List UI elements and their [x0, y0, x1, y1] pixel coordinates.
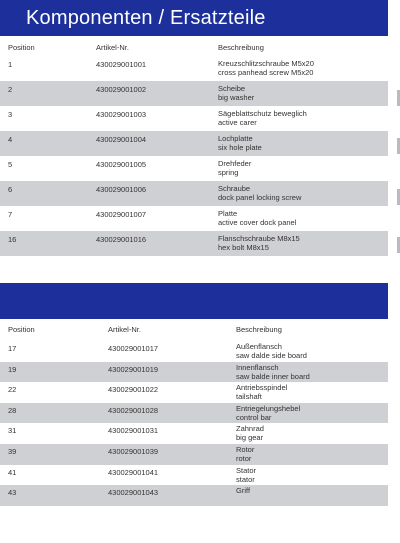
- row-article-number: 430029001007: [96, 210, 147, 219]
- row-article-number: 430029001002: [96, 85, 147, 94]
- row-position: 16: [8, 235, 17, 244]
- table-row: [0, 403, 388, 424]
- row-description: [218, 159, 251, 177]
- row-position: 43: [8, 488, 17, 498]
- table-row: [0, 341, 388, 362]
- row-position: 1: [8, 60, 13, 69]
- row-article-number: 430029001019: [108, 364, 159, 374]
- table-row: [0, 56, 388, 81]
- description-de: Sägeblattschutz beweglich: [218, 109, 307, 118]
- description-en: hex bolt M8x15: [218, 243, 269, 252]
- row-description: [218, 184, 301, 202]
- row-article-number: 430029001005: [96, 160, 147, 169]
- description-de: Griff: [236, 486, 251, 496]
- description-en: control bar: [236, 412, 272, 422]
- row-position: 6: [8, 185, 13, 194]
- table-row: [0, 81, 388, 106]
- row-description: [218, 134, 262, 152]
- row-article-number: 430029001031: [108, 426, 159, 436]
- header-position: Position: [8, 43, 35, 52]
- row-description: [236, 466, 256, 484]
- table-header: [0, 319, 388, 341]
- row-description: [236, 404, 300, 422]
- description-en: cross panhead screw M5x20: [218, 68, 314, 77]
- row-position: 22: [8, 385, 17, 395]
- row-article-number: 430029001022: [108, 385, 159, 395]
- title-bar: [0, 0, 388, 36]
- table-row: [0, 206, 388, 231]
- row-position: 3: [8, 110, 13, 119]
- table-row: [0, 181, 388, 206]
- description-de: Rotor: [236, 444, 255, 454]
- row-position: 31: [8, 426, 17, 436]
- row-article-number: 430029001039: [108, 446, 159, 456]
- description-de: Antriebsspindel: [236, 383, 288, 393]
- description-en: rotor: [236, 453, 252, 463]
- row-article-number: 430029001016: [96, 235, 147, 244]
- table-row: [0, 156, 388, 181]
- row-article-number: 430029001028: [108, 405, 159, 415]
- description-en: active carer: [218, 118, 257, 127]
- parts-table-2: [0, 319, 388, 506]
- row-position: 7: [8, 210, 13, 219]
- header-description: Beschreibung: [236, 325, 282, 334]
- table-row: [0, 362, 388, 383]
- description-de: Lochplatte: [218, 134, 253, 143]
- row-article-number: 430029001003: [96, 110, 147, 119]
- row-description: [218, 59, 314, 77]
- parts-table-1: [0, 36, 388, 256]
- row-position: 2: [8, 85, 13, 94]
- description-en: big gear: [236, 433, 264, 443]
- description-en: active cover dock panel: [218, 218, 297, 227]
- row-description: [218, 109, 307, 127]
- header-position: Position: [8, 325, 35, 334]
- row-article-number: 430029001004: [96, 135, 147, 144]
- description-de: Kreuzschlitzschraube M5x20: [218, 59, 314, 68]
- section-bar: [0, 283, 388, 319]
- row-description: [236, 424, 264, 442]
- description-en: big washer: [218, 93, 255, 102]
- row-position: 4: [8, 135, 13, 144]
- row-description: [236, 445, 254, 463]
- description-de: Entriegelungshebel: [236, 403, 301, 413]
- description-de: Flanschschraube M8x15: [218, 234, 300, 243]
- description-en: saw dalde side board: [236, 351, 307, 360]
- row-article-number: 430029001043: [108, 488, 159, 498]
- header-article: Artikel-Nr.: [108, 325, 141, 334]
- row-article-number: 430029001006: [96, 185, 147, 194]
- table-row: [0, 231, 388, 256]
- description-de: Scheibe: [218, 84, 246, 93]
- table-row: [0, 485, 388, 506]
- description-en: saw balde inner board: [236, 371, 310, 381]
- header-description: Beschreibung: [218, 43, 264, 52]
- row-article-number: 430029001001: [96, 60, 147, 69]
- description-de: Platte: [218, 209, 238, 218]
- row-description: [236, 383, 287, 401]
- table-row: [0, 382, 388, 403]
- description-de: Außenflansch: [236, 342, 282, 351]
- row-position: 5: [8, 160, 13, 169]
- table-row: [0, 423, 388, 444]
- description-en: spring: [218, 168, 239, 177]
- row-position: 41: [8, 467, 17, 477]
- row-description: [236, 363, 310, 381]
- row-position: 28: [8, 405, 17, 415]
- description-de: Schraube: [218, 184, 251, 193]
- page-title: Komponenten / Ersatzteile: [26, 7, 266, 29]
- row-description: [218, 84, 254, 102]
- table-header: [0, 36, 388, 56]
- row-article-number: 430029001041: [108, 467, 159, 477]
- row-description: [218, 234, 300, 252]
- description-en: six hole plate: [218, 143, 262, 152]
- table-row: [0, 444, 388, 465]
- row-position: 39: [8, 446, 17, 456]
- row-position: 17: [8, 344, 17, 353]
- description-de: Stator: [236, 465, 257, 475]
- row-description: [236, 342, 307, 360]
- row-position: 19: [8, 364, 17, 374]
- table-row: [0, 106, 388, 131]
- table-row: [0, 131, 388, 156]
- row-article-number: 430029001017: [108, 344, 159, 353]
- row-description: [236, 486, 250, 495]
- description-de: Drehfeder: [218, 159, 252, 168]
- table-row: [0, 465, 388, 486]
- row-description: [218, 209, 296, 227]
- description-de: Zahnrad: [236, 424, 264, 434]
- description-en: stator: [236, 474, 255, 484]
- description-en: tailshaft: [236, 392, 262, 402]
- description-de: Innenflansch: [236, 362, 279, 372]
- description-en: dock panel locking screw: [218, 193, 302, 202]
- header-article: Artikel-Nr.: [96, 43, 129, 52]
